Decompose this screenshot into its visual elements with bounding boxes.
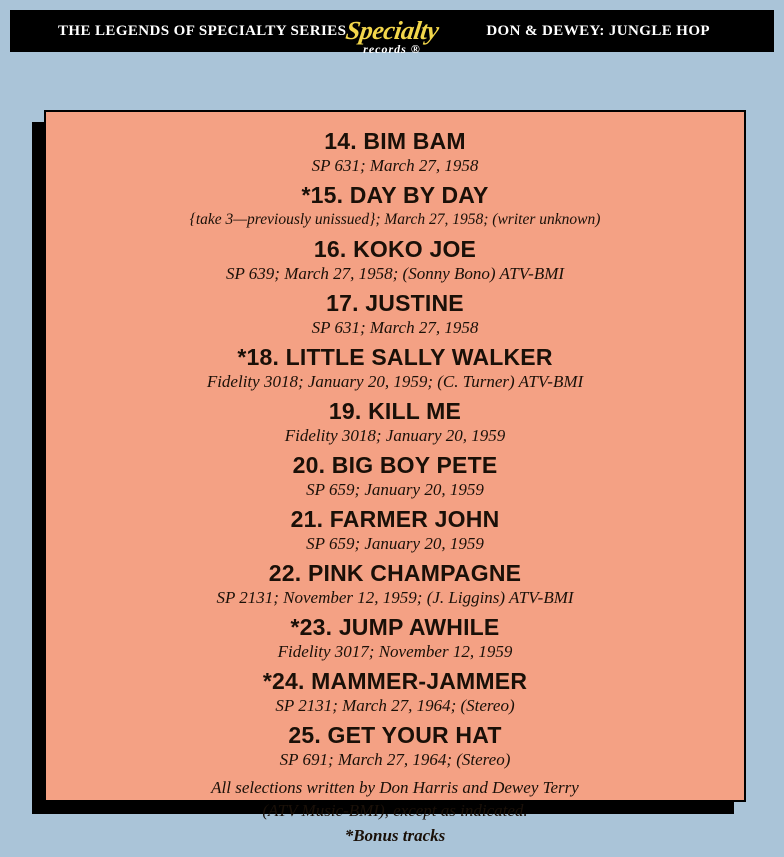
- track-title: 21. FARMER JOHN: [290, 506, 500, 532]
- header-bar: [10, 10, 774, 56]
- track-entry: [64, 344, 726, 393]
- track-entry: [64, 668, 726, 717]
- track-title: *15. DAY BY DAY: [301, 182, 489, 208]
- track-entry: [64, 560, 726, 609]
- track-entry: [64, 290, 726, 339]
- track-credit: SP 659; January 20, 1959: [306, 534, 484, 553]
- track-credit: SP 691; March 27, 1964; (Stereo): [279, 750, 511, 769]
- track-title: 16. KOKO JOE: [313, 236, 477, 262]
- track-entry: [64, 128, 726, 177]
- track-title: 20. BIG BOY PETE: [292, 452, 498, 478]
- track-credit: SP 2131; November 12, 1959; (J. Liggins) ATV-BMI: [216, 588, 574, 607]
- track-entry: [64, 452, 726, 501]
- track-credit: SP 631; March 27, 1958: [311, 318, 479, 337]
- track-title: 17. JUSTINE: [326, 290, 464, 316]
- album-title: DON & DEWEY: JUNGLE HOP: [486, 22, 710, 39]
- tracklist-container: [46, 112, 744, 857]
- track-credit: SP 2131; March 27, 1964; (Stereo): [275, 696, 515, 715]
- logo-subtext: records ®: [363, 42, 421, 56]
- track-title: *18. LITTLE SALLY WALKER: [237, 344, 553, 370]
- track-credit: SP 659; January 20, 1959: [306, 480, 484, 499]
- specialty-records-logo: [317, 12, 467, 62]
- track-credit: SP 631; March 27, 1958: [311, 156, 479, 175]
- track-title: 19. KILL ME: [328, 398, 462, 424]
- bonus-tracks-note: *Bonus tracks: [344, 826, 446, 845]
- track-title: *23. JUMP AWHILE: [290, 614, 500, 640]
- track-title: 22. PINK CHAMPAGNE: [268, 560, 522, 586]
- track-entry: [64, 722, 726, 771]
- track-credit: {take 3—previously unissued}; March 27, 1958; (writer unknown): [189, 211, 601, 228]
- track-title: *24. MAMMER-JAMMER: [262, 668, 528, 694]
- series-title: THE LEGENDS OF SPECIALTY SERIES: [58, 22, 347, 39]
- track-entry: [64, 506, 726, 555]
- track-credit: SP 639; March 27, 1958; (Sonny Bono) ATV-BMI: [225, 264, 565, 283]
- track-credit: Fidelity 3017; November 12, 1959: [277, 642, 513, 661]
- track-entry: [64, 236, 726, 285]
- track-title: 25. GET YOUR HAT: [288, 722, 502, 748]
- track-entry: [64, 398, 726, 447]
- track-entry: [64, 614, 726, 663]
- logo-wordmark: Specialty: [343, 16, 441, 45]
- track-title: 14. BIM BAM: [324, 128, 466, 154]
- copyright-note-line-1: All selections written by Don Harris and Dewey Terry: [211, 778, 579, 797]
- copyright-note-line-2: (ATV Music-BMI), except as indicated.: [262, 801, 528, 820]
- track-credit: Fidelity 3018; January 20, 1959; (C. Turner) ATV-BMI: [206, 372, 584, 391]
- tracklist-card: [44, 110, 746, 845]
- track-entry: [64, 182, 726, 231]
- track-credit: Fidelity 3018; January 20, 1959: [284, 426, 506, 445]
